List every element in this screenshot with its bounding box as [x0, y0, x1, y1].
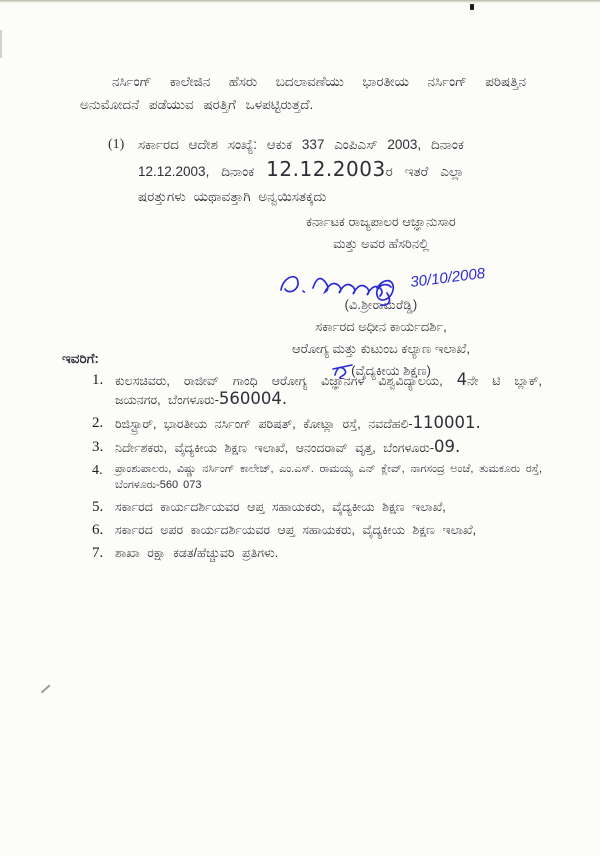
scan-edge-artifact — [0, 0, 600, 3]
list-item-text: ನಿರ್ದೇಶಕರು, ವೈದ್ಯಕೀಯ ಶಿಕ್ಷಣ ಇಲಾಖೆ, ಆನಂದರಾವ್ ವೃತ್ತ, ಬೆಂಗಳೂರು-09. — [115, 437, 461, 456]
list-item — [92, 462, 542, 493]
recipients-heading: ಇವರಿಗೆ: — [62, 351, 99, 366]
list-item-text: ಶಾಖಾ ರಕ್ಷಾ ಕಡತ/ಹೆಚ್ಚುವರಿ ಪ್ರತಿಗಳು. — [115, 546, 279, 560]
list-item-number: 3. — [92, 439, 104, 455]
list-item-number: 7. — [92, 545, 104, 561]
clause-number: (1) — [108, 137, 125, 152]
designation-line: ಆರೋಗ್ಯ ಮತ್ತು ಕುಟುಂಬ ಕಲ್ಯಾಣ ಇಲಾಖೆ, — [292, 341, 470, 356]
list-item — [92, 498, 542, 516]
handwritten-date: 30/10/2008 — [409, 264, 487, 291]
clause-highlight-date: 12.12.2003 — [266, 157, 386, 181]
clause-text — [138, 132, 464, 209]
list-item-number: 6. — [92, 522, 104, 538]
list-item-text: ಸರ್ಕಾರದ ಕಾರ್ಯದರ್ಶಿಯವರ ಆಪ್ತ ಸಹಾಯಕರು, ವೈದ್ಯಕೀಯ ಶಿಕ್ಷಣ ಇಲಾಖೆ, — [115, 500, 446, 514]
list-item — [92, 521, 542, 539]
scan-streak-artifact — [0, 30, 2, 58]
list-item — [92, 438, 542, 457]
by-order-line: ಕರ್ನಾಟಕ ರಾಜ್ಯಪಾಲರ ಆಜ್ಞಾನುಸಾರ — [306, 214, 456, 229]
signature-ink-icon — [273, 257, 508, 307]
list-item-text: ಕುಲಸಚಿವರು, ರಾಜೀವ್ ಗಾಂಧಿ ಆರೋಗ್ಯ ವಿಜ್ಞಾನಗಳ ವಿಶ್ವವಿದ್ಯಾಲಯ, 4ನೇ ಟಿ ಬ್ಲಾಕ್, ಜಯನಗರ, ಬೆಂಗಳೂರು-560004. — [115, 370, 542, 408]
signature-block — [255, 211, 507, 386]
clause-text-start: ಸರ್ಕಾರದ ಆದೇಶ ಸಂಖ್ಯೆ: ಆಕುಕ 337 ಎಂಪಿಎಸ್ 2003, ದಿನಾಂಕ 12.12.2003, ದಿನಾಂಕ — [138, 137, 464, 179]
list-item-text: ಸರ್ಕಾರದ ಅಪರ ಕಾರ್ಯದರ್ಶಿಯವರ ಆಪ್ತ ಸಹಾಯಕರು, ವೈದ್ಯಕೀಯ ಶಿಕ್ಷಣ ಇಲಾಖೆ, — [115, 523, 477, 537]
handwritten-signature — [255, 257, 507, 307]
list-item — [92, 544, 542, 562]
clause-text-end: ರ ಇತರೆ ಎಲ್ಲಾ ಷರತ್ತುಗಳು ಯಥಾವತ್ತಾಗಿ ಅನ್ವಯಿಸತಕ್ಕದು — [138, 164, 464, 204]
order-clause — [108, 132, 464, 209]
signer-name: (ವಿ.ಶ್ರೀರಾಮರೆಡ್ಡಿ) — [344, 298, 418, 312]
ink-dot-artifact — [470, 4, 474, 10]
list-item — [92, 371, 542, 409]
list-item-number: 1. — [92, 372, 104, 388]
list-item — [92, 414, 542, 433]
designation-line3-text: (ವೈದ್ಯಕೀಯ ಶಿಕ್ಷಣ) — [351, 363, 431, 378]
list-item-text: ಪ್ರಾಂಶುಪಾಲರು, ವಿಷ್ಣು ನರ್ಸಿಂಗ್ ಕಾಲೇಜ್, ಎಂ.ಎಸ್. ರಾಮಯ್ಯ ಎನ್ ಕ್ಲೇವ್, ನಾಗಸಂದ್ರ ಅಂಚೆ, ತುಮಕೂರು ರಸ್ತೆ, ಬೆಂಗಳೂರು-560 073 — [115, 463, 542, 491]
list-item-number: 5. — [92, 499, 104, 515]
by-order-line: ಮತ್ತು ಅವರ ಹೆಸರಿನಲ್ಲಿ — [333, 236, 429, 251]
pen-slash-artifact — [41, 685, 50, 694]
designation-line: ಸರ್ಕಾರದ ಅಧೀನ ಕಾರ್ಯದರ್ಶಿ, — [315, 319, 447, 334]
list-item-number: 4. — [92, 463, 103, 478]
intro-paragraph: ನರ್ಸಿಂಗ್ ಕಾಲೇಜಿನ ಹೆಸರು ಬದಲಾವಣೆಯು ಭಾರತೀಯ ನರ್ಸಿಂಗ್ ಪರಿಷತ್ತಿನ ಅನುಮೋದನೆ ಪಡೆಯುವ ಷರತ್ತಿಗೆ ಒಳಪಟ್ಟಿರುತ್ತದೆ. — [80, 73, 526, 112]
list-item-number: 2. — [92, 415, 104, 431]
list-item-text: ರಿಜಿಸ್ಟ್ರಾರ್, ಭಾರತೀಯ ನರ್ಸಿಂಗ್ ಪರಿಷತ್, ಕೋಟ್ಲಾ ರಸ್ತೆ, ನವದೆಹಲಿ-110001. — [115, 413, 481, 432]
recipients-list — [92, 371, 542, 567]
